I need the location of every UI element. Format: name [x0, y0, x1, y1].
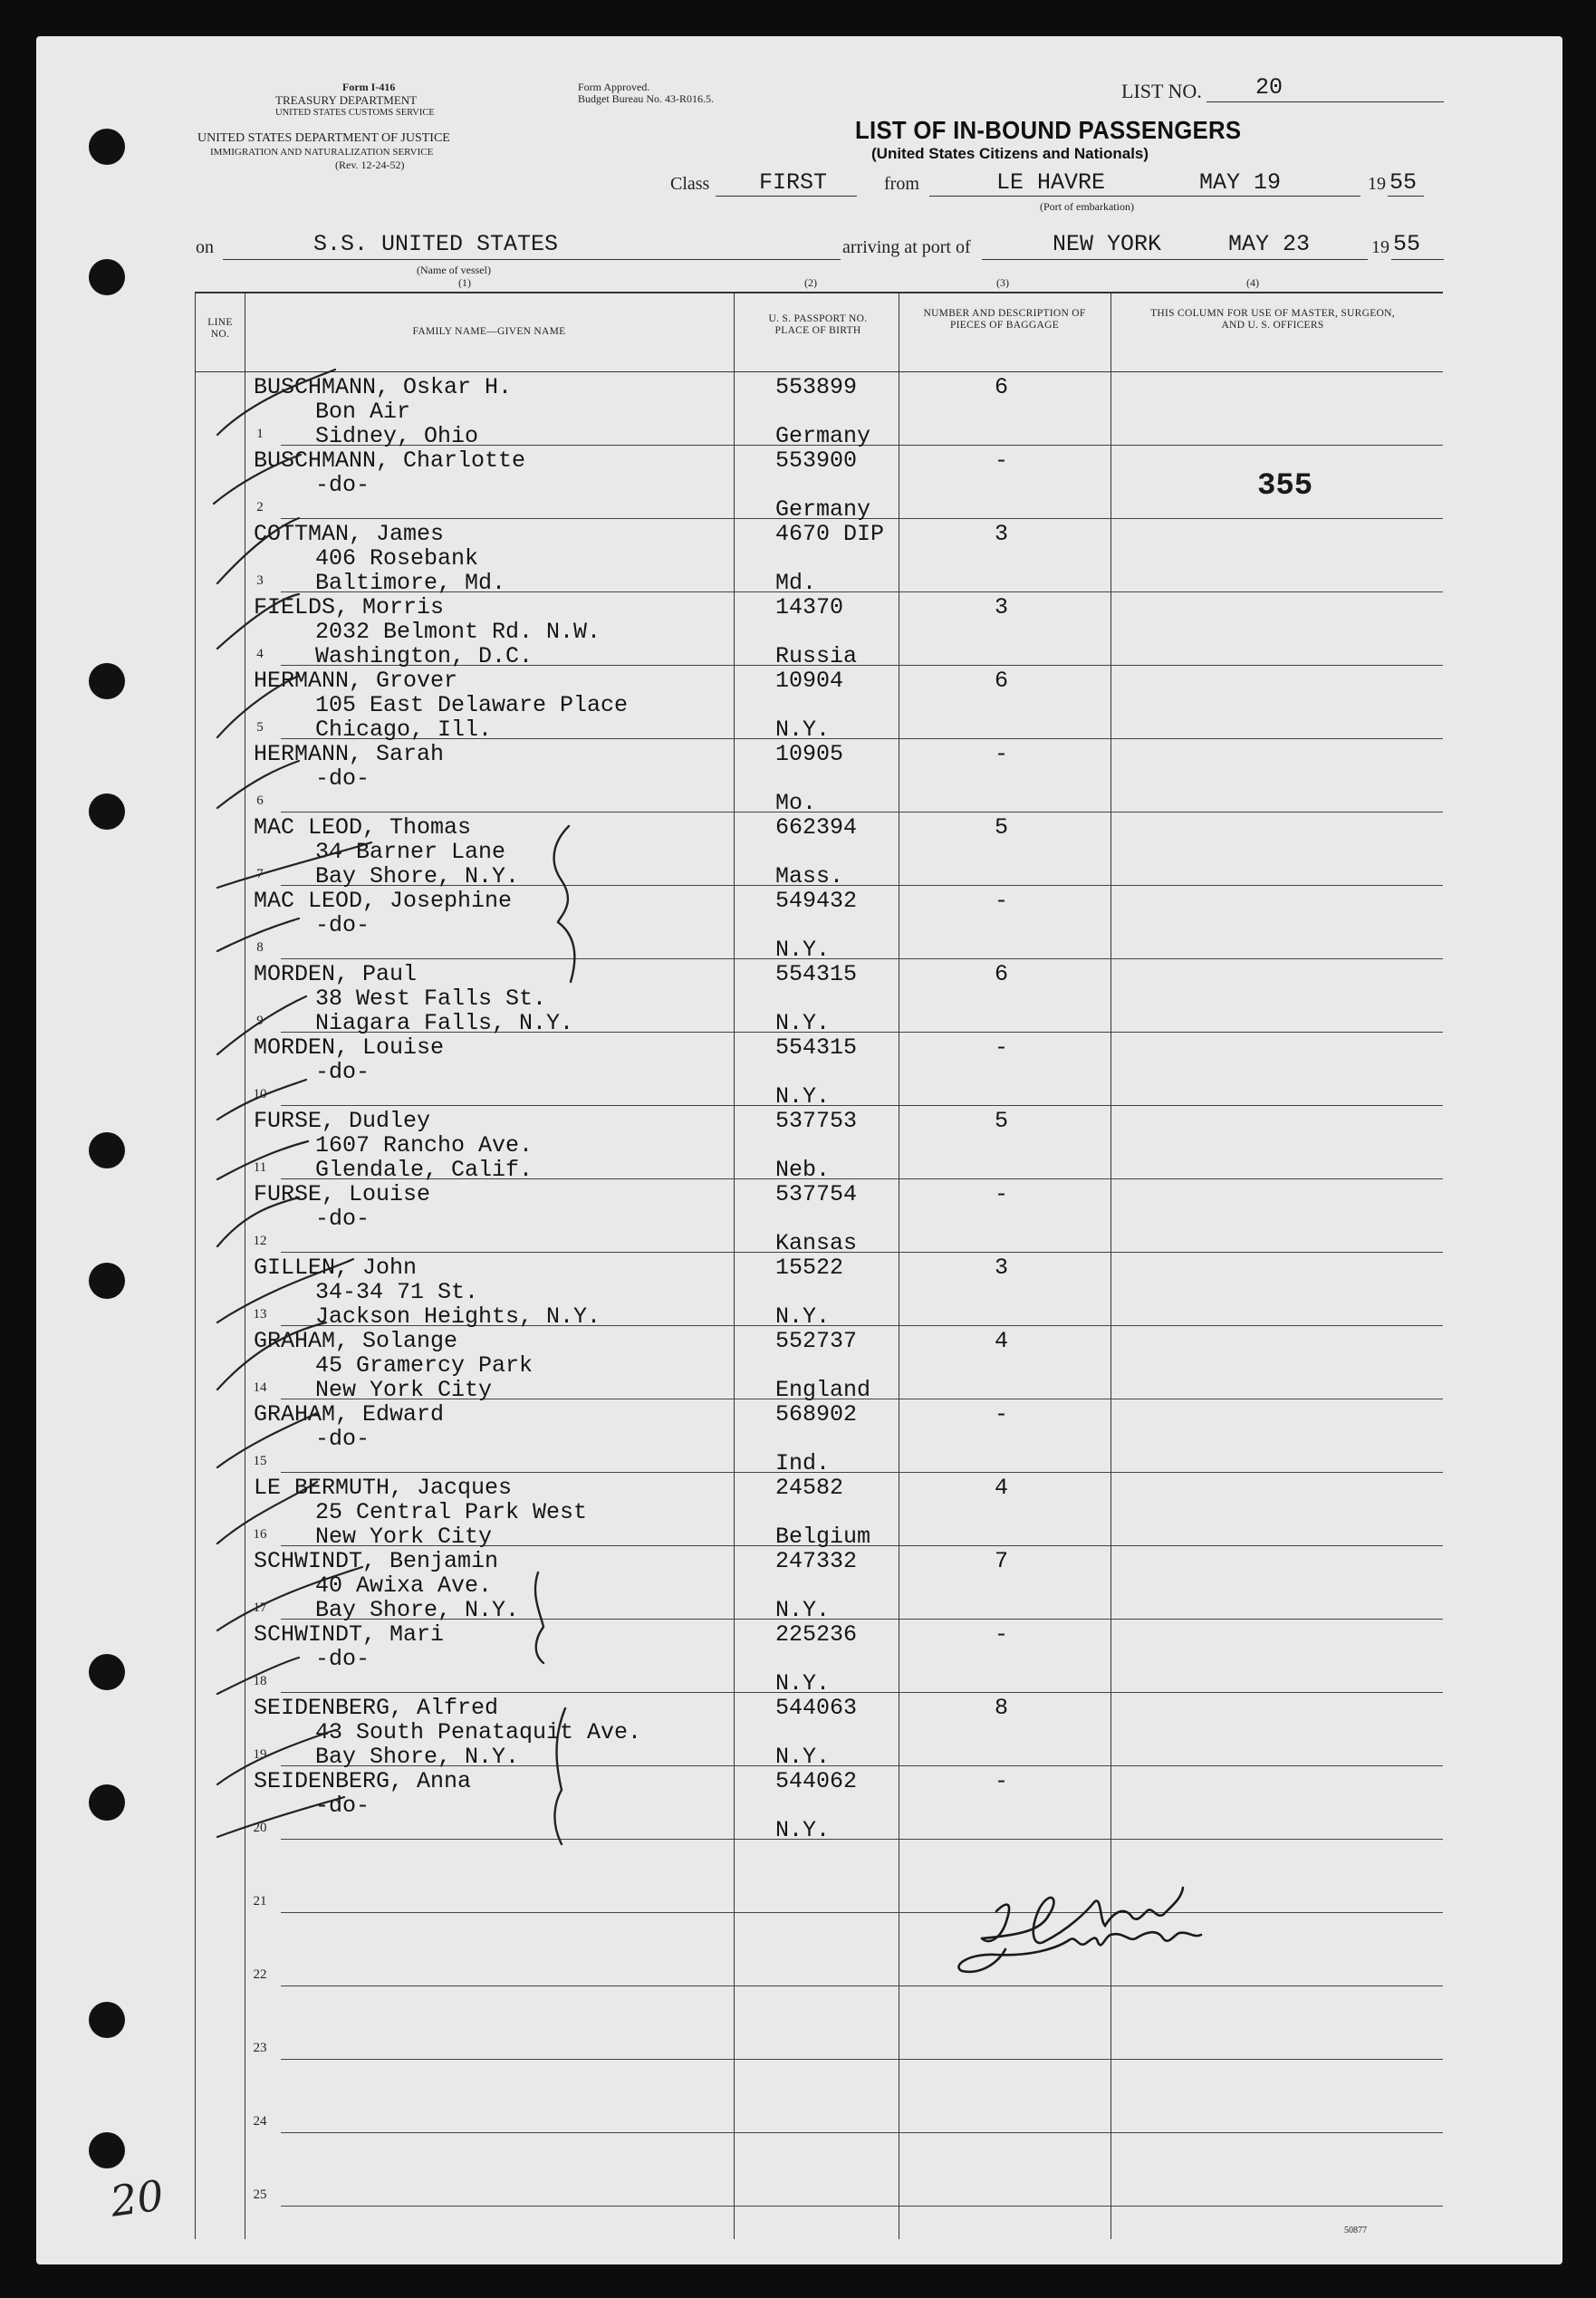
place-of-birth: Kansas: [775, 1230, 858, 1256]
header-line-no: LINE NO.: [207, 317, 233, 340]
header-baggage: NUMBER AND DESCRIPTION OF PIECES OF BAGGAGE: [923, 308, 1086, 331]
place-of-birth: Neb.: [775, 1157, 831, 1183]
passenger-name: FIELDS, Morris: [254, 594, 445, 620]
ins-service: IMMIGRATION AND NATURALIZATION SERVICE: [210, 147, 434, 158]
place-of-birth: N.Y.: [775, 1817, 831, 1843]
passenger-address-line1: 2032 Belmont Rd. N.W.: [315, 619, 601, 645]
passenger-name: HERMANN, Sarah: [254, 741, 445, 767]
place-of-birth: N.Y.: [775, 1303, 831, 1330]
passenger-address-line1: 45 Gramercy Park: [315, 1352, 534, 1379]
passenger-name: BUSCHMANN, Charlotte: [254, 447, 526, 474]
passport-number: 568902: [775, 1401, 858, 1428]
place-of-birth: Mo.: [775, 790, 817, 816]
departure-date: MAY 19: [1199, 169, 1282, 196]
passport-number: 554315: [775, 1034, 858, 1061]
passenger-address-line1: 38 West Falls St.: [315, 986, 547, 1012]
passport-number: 10905: [775, 741, 844, 767]
place-of-birth: N.Y.: [775, 1670, 831, 1697]
baggage-count: 8: [995, 1695, 1009, 1721]
embarkation-port: LE HAVRE: [996, 169, 1106, 196]
year-prefix-2: 19: [1371, 237, 1389, 257]
place-of-birth: Ind.: [775, 1450, 831, 1476]
passenger-address-line2: Niagara Falls, N.Y.: [315, 1010, 574, 1036]
passenger-name: MAC LEOD, Thomas: [254, 814, 472, 841]
baggage-count: 7: [995, 1548, 1009, 1574]
line-number: 14: [253, 1380, 267, 1395]
passenger-address-line2: New York City: [315, 1377, 493, 1403]
passenger-address-line1: 406 Rosebank: [315, 545, 479, 572]
place-of-birth: N.Y.: [775, 1083, 831, 1110]
line-number: 18: [253, 1674, 267, 1688]
line-number: 2: [256, 500, 264, 514]
baggage-count: 5: [995, 1108, 1009, 1134]
baggage-count: -: [995, 1181, 1009, 1207]
place-of-birth: N.Y.: [775, 1597, 831, 1623]
passenger-address-line1: 43 South Penataquit Ave.: [315, 1719, 642, 1745]
place-of-birth: N.Y.: [775, 1744, 831, 1770]
baggage-count: -: [995, 741, 1009, 767]
class-value: FIRST: [759, 169, 828, 196]
passenger-address-line1: 1607 Rancho Ave.: [315, 1132, 534, 1159]
passenger-name: MORDEN, Paul: [254, 961, 418, 987]
line-number: 5: [256, 720, 264, 735]
list-no-value: 20: [1255, 74, 1284, 101]
column-number-3: (3): [996, 276, 1009, 289]
passenger-name: GRAHAM, Edward: [254, 1401, 445, 1428]
passenger-name: LE BERMUTH, Jacques: [254, 1475, 513, 1501]
list-no-label: LIST NO.: [1121, 80, 1202, 102]
baggage-count: -: [995, 1768, 1009, 1794]
form-page: [36, 36, 1562, 2264]
passport-number: 552737: [775, 1328, 858, 1354]
passenger-name: COTTMAN, James: [254, 521, 445, 547]
year-prefix-1: 19: [1368, 174, 1386, 194]
place-of-birth: Mass.: [775, 863, 844, 889]
passenger-address-line2: Chicago, Ill.: [315, 716, 493, 743]
passenger-address-line2: Sidney, Ohio: [315, 423, 479, 449]
officer-note-number: 355: [1257, 469, 1313, 504]
place-of-birth: Russia: [775, 643, 858, 669]
passenger-address-line1: 34 Barner Lane: [315, 839, 506, 865]
class-label: Class: [670, 174, 710, 194]
passport-number: 662394: [775, 814, 858, 841]
passenger-address-line1: -do-: [315, 912, 370, 938]
on-label: on: [196, 237, 214, 257]
passenger-name: BUSCHMANN, Oskar H.: [254, 374, 513, 400]
header-officers: THIS COLUMN FOR USE OF MASTER, SURGEON, AND U. S. OFFICERS: [1150, 308, 1395, 331]
line-number: 22: [253, 1967, 267, 1982]
passport-number: 544062: [775, 1768, 858, 1794]
passenger-name: GRAHAM, Solange: [254, 1328, 458, 1354]
place-of-birth: N.Y.: [775, 716, 831, 743]
handwritten-brackets: [36, 36, 1562, 2264]
passenger-address-line2: Baltimore, Md.: [315, 570, 506, 596]
passport-number: 553899: [775, 374, 858, 400]
passport-number: 549432: [775, 888, 858, 914]
column-number-1: (1): [458, 276, 471, 289]
line-number: 4: [256, 647, 264, 661]
line-number: 15: [253, 1454, 267, 1468]
line-number: 1: [256, 427, 264, 441]
passport-number: 15522: [775, 1255, 844, 1281]
line-number: 7: [256, 867, 264, 881]
passport-number: 4670 DIP: [775, 521, 885, 547]
place-of-birth: Germany: [775, 423, 871, 449]
place-of-birth: England: [775, 1377, 871, 1403]
line-number: 8: [256, 940, 264, 955]
line-number: 9: [256, 1014, 264, 1028]
place-of-birth: Belgium: [775, 1524, 871, 1550]
passport-number: 544063: [775, 1695, 858, 1721]
passenger-address-line1: 34-34 71 St.: [315, 1279, 479, 1305]
passenger-address-line1: -do-: [315, 1059, 370, 1085]
line-number: 3: [256, 573, 264, 588]
form-subtitle: (United States Citizens and Nationals): [871, 145, 1149, 162]
passenger-address-line2: Bay Shore, N.Y.: [315, 863, 520, 889]
passenger-name: SEIDENBERG, Anna: [254, 1768, 472, 1794]
passenger-address-line1: -do-: [315, 1206, 370, 1232]
vessel-name: S.S. UNITED STATES: [313, 231, 559, 257]
passenger-address-line2: Bay Shore, N.Y.: [315, 1597, 520, 1623]
line-number: 16: [253, 1527, 267, 1542]
passenger-address-line1: -do-: [315, 765, 370, 792]
arrival-port: NEW YORK: [1053, 231, 1162, 257]
header-family-name: FAMILY NAME—GIVEN NAME: [412, 326, 566, 337]
officer-signature: [942, 1848, 1322, 2011]
passenger-address-line1: -do-: [315, 1793, 370, 1819]
justice-department: UNITED STATES DEPARTMENT OF JUSTICE: [197, 131, 450, 145]
arrival-date: MAY 23: [1228, 231, 1311, 257]
line-number: 10: [253, 1087, 267, 1101]
arriving-label: arriving at port of: [842, 237, 971, 257]
passenger-address-line1: -do-: [315, 1426, 370, 1452]
baggage-count: 4: [995, 1328, 1009, 1354]
passenger-address-line1: 25 Central Park West: [315, 1499, 588, 1525]
line-number: 11: [253, 1160, 267, 1175]
corner-handwritten-mark: 20: [107, 2170, 168, 2226]
treasury-department: TREASURY DEPARTMENT: [275, 93, 418, 107]
passenger-address-line2: Glendale, Calif.: [315, 1157, 534, 1183]
passenger-address-line2: Washington, D.C.: [315, 643, 534, 669]
passenger-name: FURSE, Dudley: [254, 1108, 431, 1134]
budget-bureau: Budget Bureau No. 43-R016.5.: [578, 92, 714, 105]
passenger-name: SEIDENBERG, Alfred: [254, 1695, 499, 1721]
baggage-count: 4: [995, 1475, 1009, 1501]
passenger-address-line2: New York City: [315, 1524, 493, 1550]
passport-number: 10904: [775, 668, 844, 694]
column-number-2: (2): [804, 276, 817, 289]
passenger-address-line1: 40 Awixa Ave.: [315, 1572, 493, 1599]
line-number: 19: [253, 1747, 267, 1762]
port-of-embarkation-note: (Port of embarkation): [1040, 200, 1134, 213]
form-print-code: 50877: [1344, 2226, 1367, 2236]
baggage-count: 6: [995, 961, 1009, 987]
baggage-count: 3: [995, 521, 1009, 547]
line-number: 21: [253, 1894, 267, 1909]
line-number: 13: [253, 1307, 267, 1322]
from-label: from: [884, 174, 919, 194]
form-number: Form I-416: [342, 81, 396, 93]
passenger-address-line1: -do-: [315, 1646, 370, 1672]
customs-service: UNITED STATES CUSTOMS SERVICE: [275, 108, 435, 118]
passenger-address-line1: 105 East Delaware Place: [315, 692, 629, 718]
baggage-count: -: [995, 1621, 1009, 1648]
baggage-count: 3: [995, 1255, 1009, 1281]
passport-number: 537754: [775, 1181, 858, 1207]
passport-number: 225236: [775, 1621, 858, 1648]
passenger-name: SCHWINDT, Mari: [254, 1621, 445, 1648]
passenger-address-line1: Bon Air: [315, 399, 411, 425]
passport-number: 537753: [775, 1108, 858, 1134]
place-of-birth: Md.: [775, 570, 817, 596]
line-number: 6: [256, 793, 264, 808]
line-number: 24: [253, 2114, 267, 2129]
year-suffix-2: 55: [1393, 231, 1421, 257]
passenger-name: FURSE, Louise: [254, 1181, 431, 1207]
passenger-name: SCHWINDT, Benjamin: [254, 1548, 499, 1574]
column-number-4: (4): [1246, 276, 1259, 289]
passport-number: 247332: [775, 1548, 858, 1574]
place-of-birth: Germany: [775, 496, 871, 523]
revision-date: (Rev. 12-24-52): [335, 159, 405, 171]
passport-number: 553900: [775, 447, 858, 474]
line-number: 20: [253, 1821, 267, 1835]
form-approved: Form Approved.: [578, 81, 650, 93]
baggage-count: -: [995, 447, 1009, 474]
place-of-birth: N.Y.: [775, 937, 831, 963]
passport-number: 554315: [775, 961, 858, 987]
baggage-count: 6: [995, 668, 1009, 694]
passenger-address-line2: Bay Shore, N.Y.: [315, 1744, 520, 1770]
form-title: LIST OF IN-BOUND PASSENGERS: [855, 116, 1242, 144]
line-number: 23: [253, 2041, 267, 2055]
baggage-count: -: [995, 1034, 1009, 1061]
baggage-count: -: [995, 888, 1009, 914]
passport-number: 14370: [775, 594, 844, 620]
passenger-name: HERMANN, Grover: [254, 668, 458, 694]
header-passport: U. S. PASSPORT NO. PLACE OF BIRTH: [768, 313, 868, 336]
passenger-address-line2: Jackson Heights, N.Y.: [315, 1303, 601, 1330]
vessel-note: (Name of vessel): [417, 264, 491, 276]
passport-number: 24582: [775, 1475, 844, 1501]
passenger-address-line1: -do-: [315, 472, 370, 498]
line-number: 12: [253, 1234, 267, 1248]
year-suffix-1: 55: [1389, 169, 1418, 196]
baggage-count: -: [995, 1401, 1009, 1428]
baggage-count: 6: [995, 374, 1009, 400]
place-of-birth: N.Y.: [775, 1010, 831, 1036]
passenger-name: GILLEN, John: [254, 1255, 418, 1281]
passenger-name: MAC LEOD, Josephine: [254, 888, 513, 914]
line-number: 17: [253, 1601, 267, 1615]
baggage-count: 3: [995, 594, 1009, 620]
passenger-name: MORDEN, Louise: [254, 1034, 445, 1061]
line-number: 25: [253, 2187, 267, 2202]
baggage-count: 5: [995, 814, 1009, 841]
